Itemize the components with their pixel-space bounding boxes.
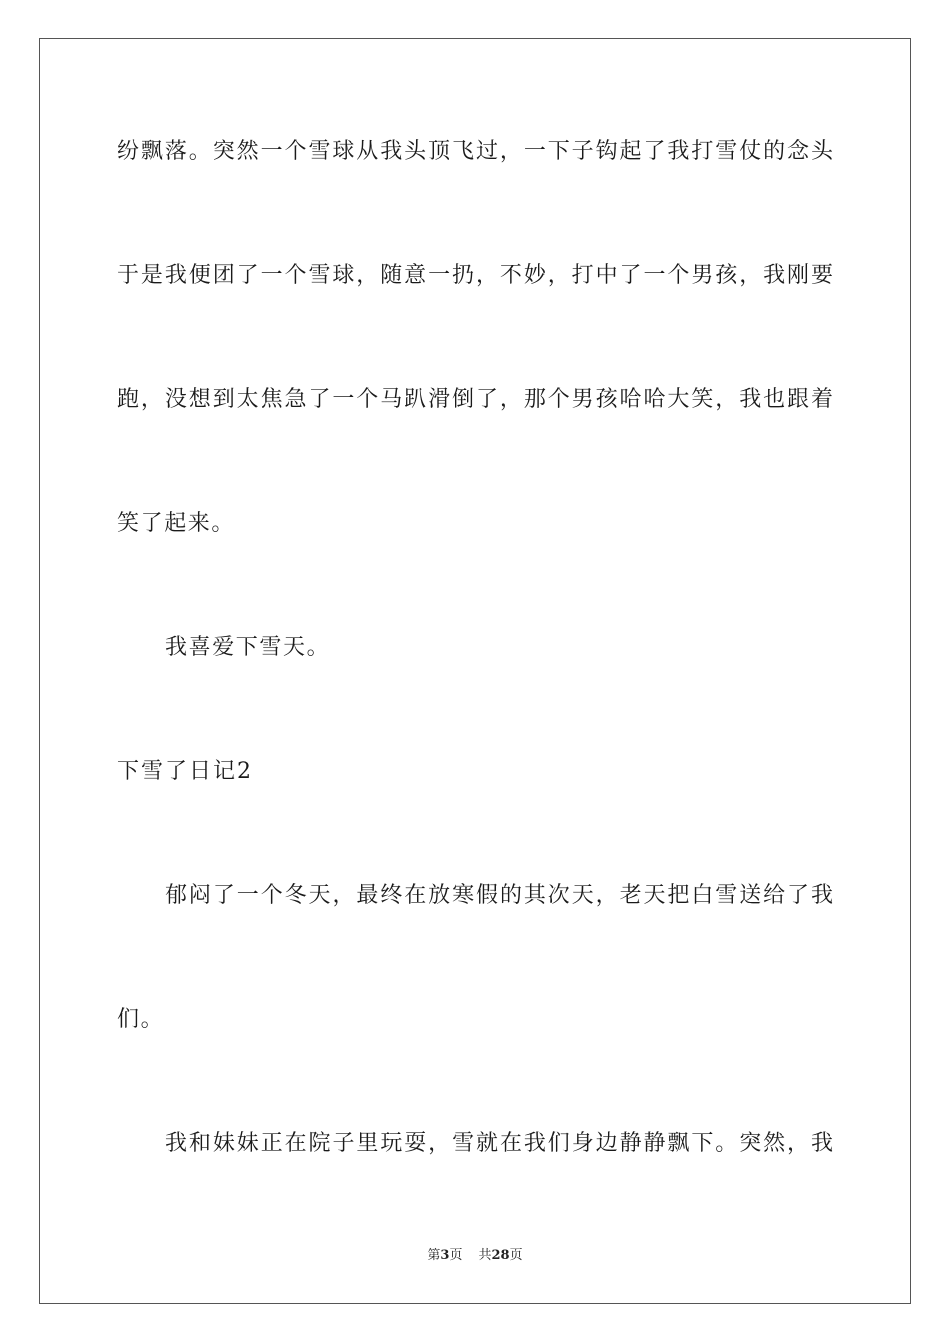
- page-suffix: 页: [449, 1248, 463, 1263]
- page-number: 3: [440, 1248, 450, 1263]
- page-footer: [0, 1247, 950, 1265]
- total-suffix: 页: [509, 1248, 523, 1263]
- total-prefix: 共: [478, 1248, 492, 1263]
- paragraph-line: 于是我便团了一个雪球，随意一扔，不妙，打中了一个男孩，我刚要: [117, 263, 833, 288]
- paragraph-line: 纷飘落。突然一个雪球从我头顶飞过，一下子钩起了我打雪仗的念头: [117, 139, 833, 164]
- page-prefix: 第: [427, 1248, 441, 1263]
- total-pages: 28: [491, 1248, 510, 1263]
- paragraph-line: 郁闷了一个冬天，最终在放寒假的其次天，老天把白雪送给了我: [165, 883, 833, 908]
- section-heading: 下雪了日记2: [117, 759, 253, 784]
- paragraph-line: 笑了起来。: [117, 511, 236, 536]
- paragraph-line: 们。: [117, 1007, 165, 1032]
- paragraph-line: 跑，没想到太焦急了一个马趴滑倒了，那个男孩哈哈大笑，我也跟着: [117, 387, 833, 412]
- paragraph-line: 我喜爱下雪天。: [165, 635, 331, 660]
- paragraph-line: 我和妹妹正在院子里玩耍，雪就在我们身边静静飘下。突然，我: [165, 1131, 833, 1156]
- page-border: [39, 38, 911, 1304]
